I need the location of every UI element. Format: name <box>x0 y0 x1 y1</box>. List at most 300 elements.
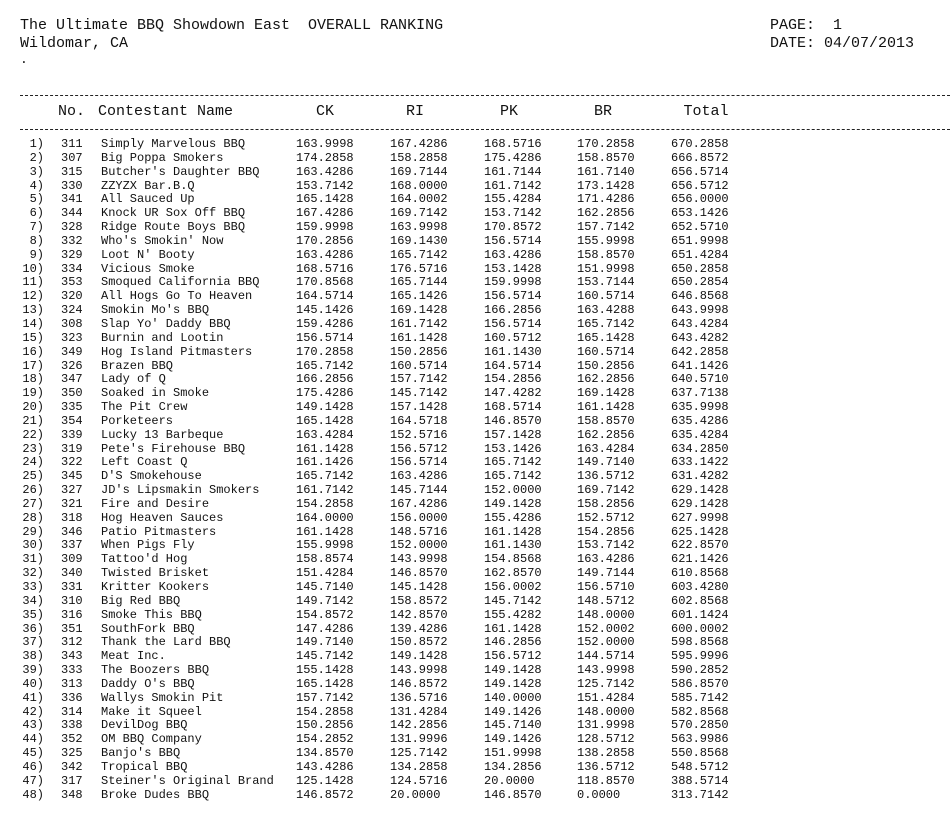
ck-score-cell: 153.7142 <box>296 178 354 193</box>
contestant-name-cell: Daddy O's BBQ <box>101 676 195 691</box>
ri-score-cell: 156.5714 <box>390 455 448 470</box>
rank-cell: 1) <box>29 137 44 151</box>
column-header-total: Total <box>683 103 729 120</box>
ri-score-cell: 143.9998 <box>390 552 448 567</box>
ri-score-cell: 148.5716 <box>390 524 448 539</box>
contestant-name-cell: Wallys Smokin Pit <box>101 690 224 705</box>
table-row <box>0 346 950 360</box>
contestant-number-cell: 316 <box>61 607 83 622</box>
contestant-name-cell: Pete's Firehouse BBQ <box>101 441 246 456</box>
contestant-name-cell: Loot N' Booty <box>101 247 195 262</box>
pk-score-cell: 153.1428 <box>484 261 542 276</box>
br-score-cell: 169.7142 <box>577 483 635 498</box>
pk-score-cell: 157.1428 <box>484 427 542 442</box>
pk-score-cell: 161.7144 <box>484 164 542 179</box>
contestant-name-cell: Left Coast Q <box>101 455 188 470</box>
table-row <box>0 138 950 152</box>
table-row <box>0 623 950 637</box>
contestant-number-cell: 318 <box>61 510 83 525</box>
pk-score-cell: 134.2856 <box>484 759 542 774</box>
pk-score-cell: 164.5714 <box>484 358 542 373</box>
table-row <box>0 595 950 609</box>
ri-score-cell: 131.9996 <box>390 732 448 747</box>
contestant-name-cell: Twisted Brisket <box>101 566 210 581</box>
pk-score-cell: 161.1430 <box>484 538 542 553</box>
pk-score-cell: 149.1428 <box>484 663 542 678</box>
br-score-cell: 149.7144 <box>577 566 635 581</box>
ranking-table <box>0 138 950 803</box>
contestant-number-cell: 321 <box>61 496 83 511</box>
br-score-cell: 153.7144 <box>577 275 635 290</box>
rank-cell: 14) <box>22 316 44 331</box>
rank-cell: 29) <box>22 524 44 539</box>
ri-score-cell: 157.1428 <box>390 400 448 415</box>
ck-score-cell: 165.1428 <box>296 676 354 691</box>
rank-cell: 4) <box>29 178 44 193</box>
pk-score-cell: 145.7140 <box>484 718 542 733</box>
br-score-cell: 163.4286 <box>577 552 635 567</box>
ck-score-cell: 161.7142 <box>296 483 354 498</box>
contestant-name-cell: Lucky 13 Barbeque <box>101 427 224 442</box>
contestant-number-cell: 320 <box>61 289 83 304</box>
contestant-number-cell: 340 <box>61 566 83 581</box>
ri-score-cell: 145.7144 <box>390 483 448 498</box>
br-score-cell: 131.9998 <box>577 718 635 733</box>
ri-score-cell: 158.2858 <box>390 150 448 165</box>
br-score-cell: 160.5714 <box>577 289 635 304</box>
rank-cell: 13) <box>22 303 44 318</box>
ck-score-cell: 125.1428 <box>296 773 354 788</box>
table-row <box>0 401 950 415</box>
rank-cell: 34) <box>22 593 44 608</box>
pk-score-cell: 155.4286 <box>484 510 542 525</box>
contestant-name-cell: Smoqued California BBQ <box>101 275 260 290</box>
contestant-name-cell: DevilDog BBQ <box>101 718 188 733</box>
rank-cell: 39) <box>22 663 44 678</box>
total-score-cell: 595.9996 <box>671 649 729 664</box>
ri-score-cell: 150.2856 <box>390 344 448 359</box>
column-header-ri: RI <box>405 103 424 120</box>
contestant-number-cell: 314 <box>61 704 83 719</box>
ck-score-cell: 150.2856 <box>296 718 354 733</box>
table-row <box>0 290 950 304</box>
pk-score-cell: 156.5714 <box>484 316 542 331</box>
total-score-cell: 641.1426 <box>671 358 729 373</box>
rank-cell: 25) <box>22 469 44 484</box>
pk-score-cell: 168.5716 <box>484 137 542 151</box>
total-score-cell: 643.9998 <box>671 303 729 318</box>
br-score-cell: 148.0000 <box>577 607 635 622</box>
contestant-number-cell: 348 <box>61 787 83 802</box>
br-score-cell: 144.5714 <box>577 649 635 664</box>
pk-score-cell: 153.7142 <box>484 206 542 221</box>
ck-score-cell: 165.7142 <box>296 358 354 373</box>
br-score-cell: 151.9998 <box>577 261 635 276</box>
contestant-name-cell: Meat Inc. <box>101 649 166 664</box>
contestant-number-cell: 307 <box>61 150 83 165</box>
pk-score-cell: 20.0000 <box>484 773 535 788</box>
total-score-cell: 629.1428 <box>671 483 729 498</box>
total-score-cell: 313.7142 <box>671 787 729 802</box>
rank-cell: 48) <box>22 787 44 802</box>
br-score-cell: 155.9998 <box>577 233 635 248</box>
contestant-number-cell: 334 <box>61 261 83 276</box>
pk-score-cell: 149.1426 <box>484 732 542 747</box>
ri-score-cell: 156.0000 <box>390 510 448 525</box>
contestant-number-cell: 346 <box>61 524 83 539</box>
br-score-cell: 162.2856 <box>577 372 635 387</box>
br-score-cell: 162.2856 <box>577 206 635 221</box>
rank-cell: 28) <box>22 510 44 525</box>
pk-score-cell: 145.7142 <box>484 593 542 608</box>
total-score-cell: 642.2858 <box>671 344 729 359</box>
ri-score-cell: 160.5714 <box>390 358 448 373</box>
ri-score-cell: 136.5716 <box>390 690 448 705</box>
total-score-cell: 670.2858 <box>671 137 729 151</box>
br-score-cell: 169.1428 <box>577 386 635 401</box>
br-score-cell: 136.5712 <box>577 469 635 484</box>
total-score-cell: 622.8570 <box>671 538 729 553</box>
ri-score-cell: 145.7142 <box>390 386 448 401</box>
br-score-cell: 165.7142 <box>577 316 635 331</box>
total-score-cell: 582.8568 <box>671 704 729 719</box>
rank-cell: 41) <box>22 690 44 705</box>
pk-score-cell: 155.4282 <box>484 607 542 622</box>
br-score-cell: 162.2856 <box>577 427 635 442</box>
rank-cell: 23) <box>22 441 44 456</box>
ck-score-cell: 163.9998 <box>296 137 354 151</box>
contestant-number-cell: 343 <box>61 649 83 664</box>
contestant-name-cell: Patio Pitmasters <box>101 524 217 539</box>
br-score-cell: 138.2858 <box>577 746 635 761</box>
ck-score-cell: 145.7142 <box>296 649 354 664</box>
table-row <box>0 733 950 747</box>
ck-score-cell: 161.1428 <box>296 524 354 539</box>
pk-score-cell: 149.1428 <box>484 496 542 511</box>
br-score-cell: 148.0000 <box>577 704 635 719</box>
ri-score-cell: 163.9998 <box>390 220 448 235</box>
contestant-name-cell: All Sauced Up <box>101 192 195 207</box>
total-score-cell: 650.2854 <box>671 275 729 290</box>
total-score-cell: 586.8570 <box>671 676 729 691</box>
br-score-cell: 150.2856 <box>577 358 635 373</box>
contestant-number-cell: 322 <box>61 455 83 470</box>
rank-cell: 47) <box>22 773 44 788</box>
ck-score-cell: 174.2858 <box>296 150 354 165</box>
pk-score-cell: 154.8568 <box>484 552 542 567</box>
pk-score-cell: 161.1428 <box>484 621 542 636</box>
table-row <box>0 235 950 249</box>
contestant-name-cell: Who's Smokin' Now <box>101 233 224 248</box>
contestant-number-cell: 319 <box>61 441 83 456</box>
rank-cell: 30) <box>22 538 44 553</box>
ri-score-cell: 169.1428 <box>390 303 448 318</box>
ck-score-cell: 157.7142 <box>296 690 354 705</box>
pk-score-cell: 166.2856 <box>484 303 542 318</box>
table-row <box>0 775 950 789</box>
table-row <box>0 636 950 650</box>
total-score-cell: 590.2852 <box>671 663 729 678</box>
rank-cell: 27) <box>22 496 44 511</box>
pk-score-cell: 162.8570 <box>484 566 542 581</box>
rank-cell: 44) <box>22 732 44 747</box>
pk-score-cell: 161.7142 <box>484 178 542 193</box>
contestant-number-cell: 354 <box>61 413 83 428</box>
contestant-name-cell: Smoke This BBQ <box>101 607 202 622</box>
br-score-cell: 128.5712 <box>577 732 635 747</box>
contestant-name-cell: Tattoo'd Hog <box>101 552 188 567</box>
pk-score-cell: 146.8570 <box>484 787 542 802</box>
rank-cell: 3) <box>29 164 44 179</box>
total-score-cell: 635.9998 <box>671 400 729 415</box>
rank-cell: 20) <box>22 400 44 415</box>
contestant-number-cell: 323 <box>61 330 83 345</box>
rank-cell: 7) <box>29 220 44 235</box>
total-score-cell: 602.8568 <box>671 593 729 608</box>
ri-score-cell: 156.5712 <box>390 441 448 456</box>
rank-cell: 19) <box>22 386 44 401</box>
table-row <box>0 152 950 166</box>
contestant-number-cell: 347 <box>61 372 83 387</box>
rank-cell: 31) <box>22 552 44 567</box>
rank-cell: 32) <box>22 566 44 581</box>
pk-score-cell: 170.8572 <box>484 220 542 235</box>
ri-score-cell: 142.8570 <box>390 607 448 622</box>
column-header-contestant-name: Contestant Name <box>98 103 234 120</box>
table-row <box>0 609 950 623</box>
contestant-name-cell: When Pigs Fly <box>101 538 195 553</box>
br-score-cell: 152.0002 <box>577 621 635 636</box>
br-score-cell: 143.9998 <box>577 663 635 678</box>
contestant-number-cell: 330 <box>61 178 83 193</box>
br-score-cell: 152.0000 <box>577 635 635 650</box>
total-score-cell: 629.1428 <box>671 496 729 511</box>
contestant-number-cell: 324 <box>61 303 83 318</box>
pk-score-cell: 161.1428 <box>484 524 542 539</box>
ri-score-cell: 145.1428 <box>390 580 448 594</box>
table-row <box>0 581 950 595</box>
table-row <box>0 664 950 678</box>
ck-score-cell: 170.2858 <box>296 344 354 359</box>
contestant-number-cell: 339 <box>61 427 83 442</box>
br-score-cell: 153.7142 <box>577 538 635 553</box>
contestant-name-cell: Burnin and Lootin <box>101 330 224 345</box>
pk-score-cell: 147.4282 <box>484 386 542 401</box>
total-score-cell: 651.9998 <box>671 233 729 248</box>
ri-score-cell: 146.8570 <box>390 566 448 581</box>
rank-cell: 17) <box>22 358 44 373</box>
br-score-cell: 152.5712 <box>577 510 635 525</box>
stray-dot: . <box>20 52 28 67</box>
column-header-br: BR <box>593 103 612 120</box>
ck-score-cell: 167.4286 <box>296 206 354 221</box>
table-row <box>0 456 950 470</box>
contestant-number-cell: 328 <box>61 220 83 235</box>
ri-score-cell: 169.7142 <box>390 206 448 221</box>
ck-score-cell: 154.2852 <box>296 732 354 747</box>
ck-score-cell: 149.7142 <box>296 593 354 608</box>
contestant-name-cell: Big Poppa Smokers <box>101 150 224 165</box>
pk-score-cell: 155.4284 <box>484 192 542 207</box>
pk-score-cell: 152.0000 <box>484 483 542 498</box>
br-score-cell: 125.7142 <box>577 676 635 691</box>
br-score-cell: 171.4286 <box>577 192 635 207</box>
ck-score-cell: 149.1428 <box>296 400 354 415</box>
br-score-cell: 149.7140 <box>577 455 635 470</box>
pk-score-cell: 153.1426 <box>484 441 542 456</box>
rank-cell: 10) <box>22 261 44 276</box>
rank-cell: 40) <box>22 676 44 691</box>
total-score-cell: 388.5714 <box>671 773 729 788</box>
contestant-name-cell: Knock UR Sox Off BBQ <box>101 206 246 221</box>
ck-score-cell: 134.8570 <box>296 746 354 761</box>
ck-score-cell: 165.1428 <box>296 413 354 428</box>
total-score-cell: 635.4286 <box>671 413 729 428</box>
ri-score-cell: 125.7142 <box>390 746 448 761</box>
rank-cell: 12) <box>22 289 44 304</box>
rank-cell: 45) <box>22 746 44 761</box>
contestant-number-cell: 350 <box>61 386 83 401</box>
table-row <box>0 360 950 374</box>
br-score-cell: 158.8570 <box>577 413 635 428</box>
total-score-cell: 563.9986 <box>671 732 729 747</box>
table-row <box>0 747 950 761</box>
ri-score-cell: 169.7144 <box>390 164 448 179</box>
table-row <box>0 553 950 567</box>
ri-score-cell: 168.0000 <box>390 178 448 193</box>
table-row <box>0 180 950 194</box>
contestant-name-cell: D'S Smokehouse <box>101 469 202 484</box>
page-number: PAGE: 1 <box>770 17 843 34</box>
ck-score-cell: 163.4284 <box>296 427 354 442</box>
table-row <box>0 498 950 512</box>
contestant-name-cell: Butcher's Daughter BBQ <box>101 164 260 179</box>
total-score-cell: 635.4284 <box>671 427 729 442</box>
total-score-cell: 610.8568 <box>671 566 729 581</box>
pk-score-cell: 163.4286 <box>484 247 542 262</box>
contestant-name-cell: Simply Marvelous BBQ <box>101 137 246 151</box>
pk-score-cell: 146.8570 <box>484 413 542 428</box>
contestant-number-cell: 353 <box>61 275 83 290</box>
ri-score-cell: 165.7144 <box>390 275 448 290</box>
br-score-cell: 0.0000 <box>577 787 621 802</box>
ri-score-cell: 142.2856 <box>390 718 448 733</box>
br-score-cell: 118.8570 <box>577 773 635 788</box>
ck-score-cell: 164.5714 <box>296 289 354 304</box>
ck-score-cell: 154.2858 <box>296 704 354 719</box>
pk-score-cell: 165.7142 <box>484 469 542 484</box>
ri-score-cell: 143.9998 <box>390 663 448 678</box>
contestant-number-cell: 332 <box>61 233 83 248</box>
contestant-name-cell: Kritter Kookers <box>101 580 210 594</box>
ri-score-cell: 20.0000 <box>390 787 441 802</box>
br-score-cell: 161.7140 <box>577 164 635 179</box>
contestant-name-cell: Big Red BBQ <box>101 593 181 608</box>
contestant-number-cell: 349 <box>61 344 83 359</box>
ri-score-cell: 124.5716 <box>390 773 448 788</box>
pk-score-cell: 160.5712 <box>484 330 542 345</box>
contestant-name-cell: Lady of Q <box>101 372 166 387</box>
report-date: DATE: 04/07/2013 <box>770 35 915 52</box>
report-title: The Ultimate BBQ Showdown East OVERALL RANKING <box>20 17 444 34</box>
contestant-number-cell: 345 <box>61 469 83 484</box>
contestant-name-cell: JD's Lipsmakin Smokers <box>101 483 260 498</box>
contestant-name-cell: Soaked in Smoke <box>101 386 210 401</box>
table-row <box>0 429 950 443</box>
ck-score-cell: 165.7142 <box>296 469 354 484</box>
contestant-name-cell: Slap Yo' Daddy BBQ <box>101 316 231 331</box>
rank-cell: 37) <box>22 635 44 650</box>
ck-score-cell: 145.1426 <box>296 303 354 318</box>
contestant-number-cell: 337 <box>61 538 83 553</box>
contestant-number-cell: 309 <box>61 552 83 567</box>
ck-score-cell: 163.4286 <box>296 164 354 179</box>
total-score-cell: 631.4282 <box>671 469 729 484</box>
pk-score-cell: 146.2856 <box>484 635 542 650</box>
table-row <box>0 207 950 221</box>
ri-score-cell: 150.8572 <box>390 635 448 650</box>
table-row <box>0 567 950 581</box>
rank-cell: 38) <box>22 649 44 664</box>
header-divider-top <box>20 95 950 96</box>
total-score-cell: 633.1422 <box>671 455 729 470</box>
ck-score-cell: 143.4286 <box>296 759 354 774</box>
ri-score-cell: 134.2858 <box>390 759 448 774</box>
pk-score-cell: 140.0000 <box>484 690 542 705</box>
total-score-cell: 550.8568 <box>671 746 729 761</box>
ri-score-cell: 158.8572 <box>390 593 448 608</box>
contestant-name-cell: All Hogs Go To Heaven <box>101 289 253 304</box>
rank-cell: 36) <box>22 621 44 636</box>
pk-score-cell: 149.1428 <box>484 676 542 691</box>
rank-cell: 2) <box>29 150 44 165</box>
rank-cell: 22) <box>22 427 44 442</box>
ri-score-cell: 164.5718 <box>390 413 448 428</box>
rank-cell: 8) <box>29 233 44 248</box>
ck-score-cell: 155.1428 <box>296 663 354 678</box>
contestant-number-cell: 351 <box>61 621 83 636</box>
contestant-name-cell: Vicious Smoke <box>101 261 195 276</box>
ck-score-cell: 170.2856 <box>296 233 354 248</box>
total-score-cell: 585.7142 <box>671 690 729 705</box>
ck-score-cell: 166.2856 <box>296 372 354 387</box>
contestant-name-cell: Banjo's BBQ <box>101 746 181 761</box>
total-score-cell: 640.5710 <box>671 372 729 387</box>
contestant-number-cell: 327 <box>61 483 83 498</box>
table-row <box>0 512 950 526</box>
rank-cell: 5) <box>29 192 44 207</box>
contestant-number-cell: 342 <box>61 759 83 774</box>
contestant-name-cell: Smokin Mo's BBQ <box>101 303 210 318</box>
contestant-number-cell: 336 <box>61 690 83 705</box>
header-divider-bottom <box>20 129 950 130</box>
table-row <box>0 650 950 664</box>
ri-score-cell: 157.7142 <box>390 372 448 387</box>
table-row <box>0 221 950 235</box>
total-score-cell: 634.2850 <box>671 441 729 456</box>
table-row <box>0 719 950 733</box>
contestant-name-cell: SouthFork BBQ <box>101 621 195 636</box>
ri-score-cell: 139.4286 <box>390 621 448 636</box>
total-score-cell: 656.0000 <box>671 192 729 207</box>
pk-score-cell: 156.0002 <box>484 580 542 594</box>
ck-score-cell: 154.8572 <box>296 607 354 622</box>
total-score-cell: 627.9998 <box>671 510 729 525</box>
contestant-number-cell: 308 <box>61 316 83 331</box>
pk-score-cell: 165.7142 <box>484 455 542 470</box>
rank-cell: 35) <box>22 607 44 622</box>
br-score-cell: 158.8570 <box>577 150 635 165</box>
